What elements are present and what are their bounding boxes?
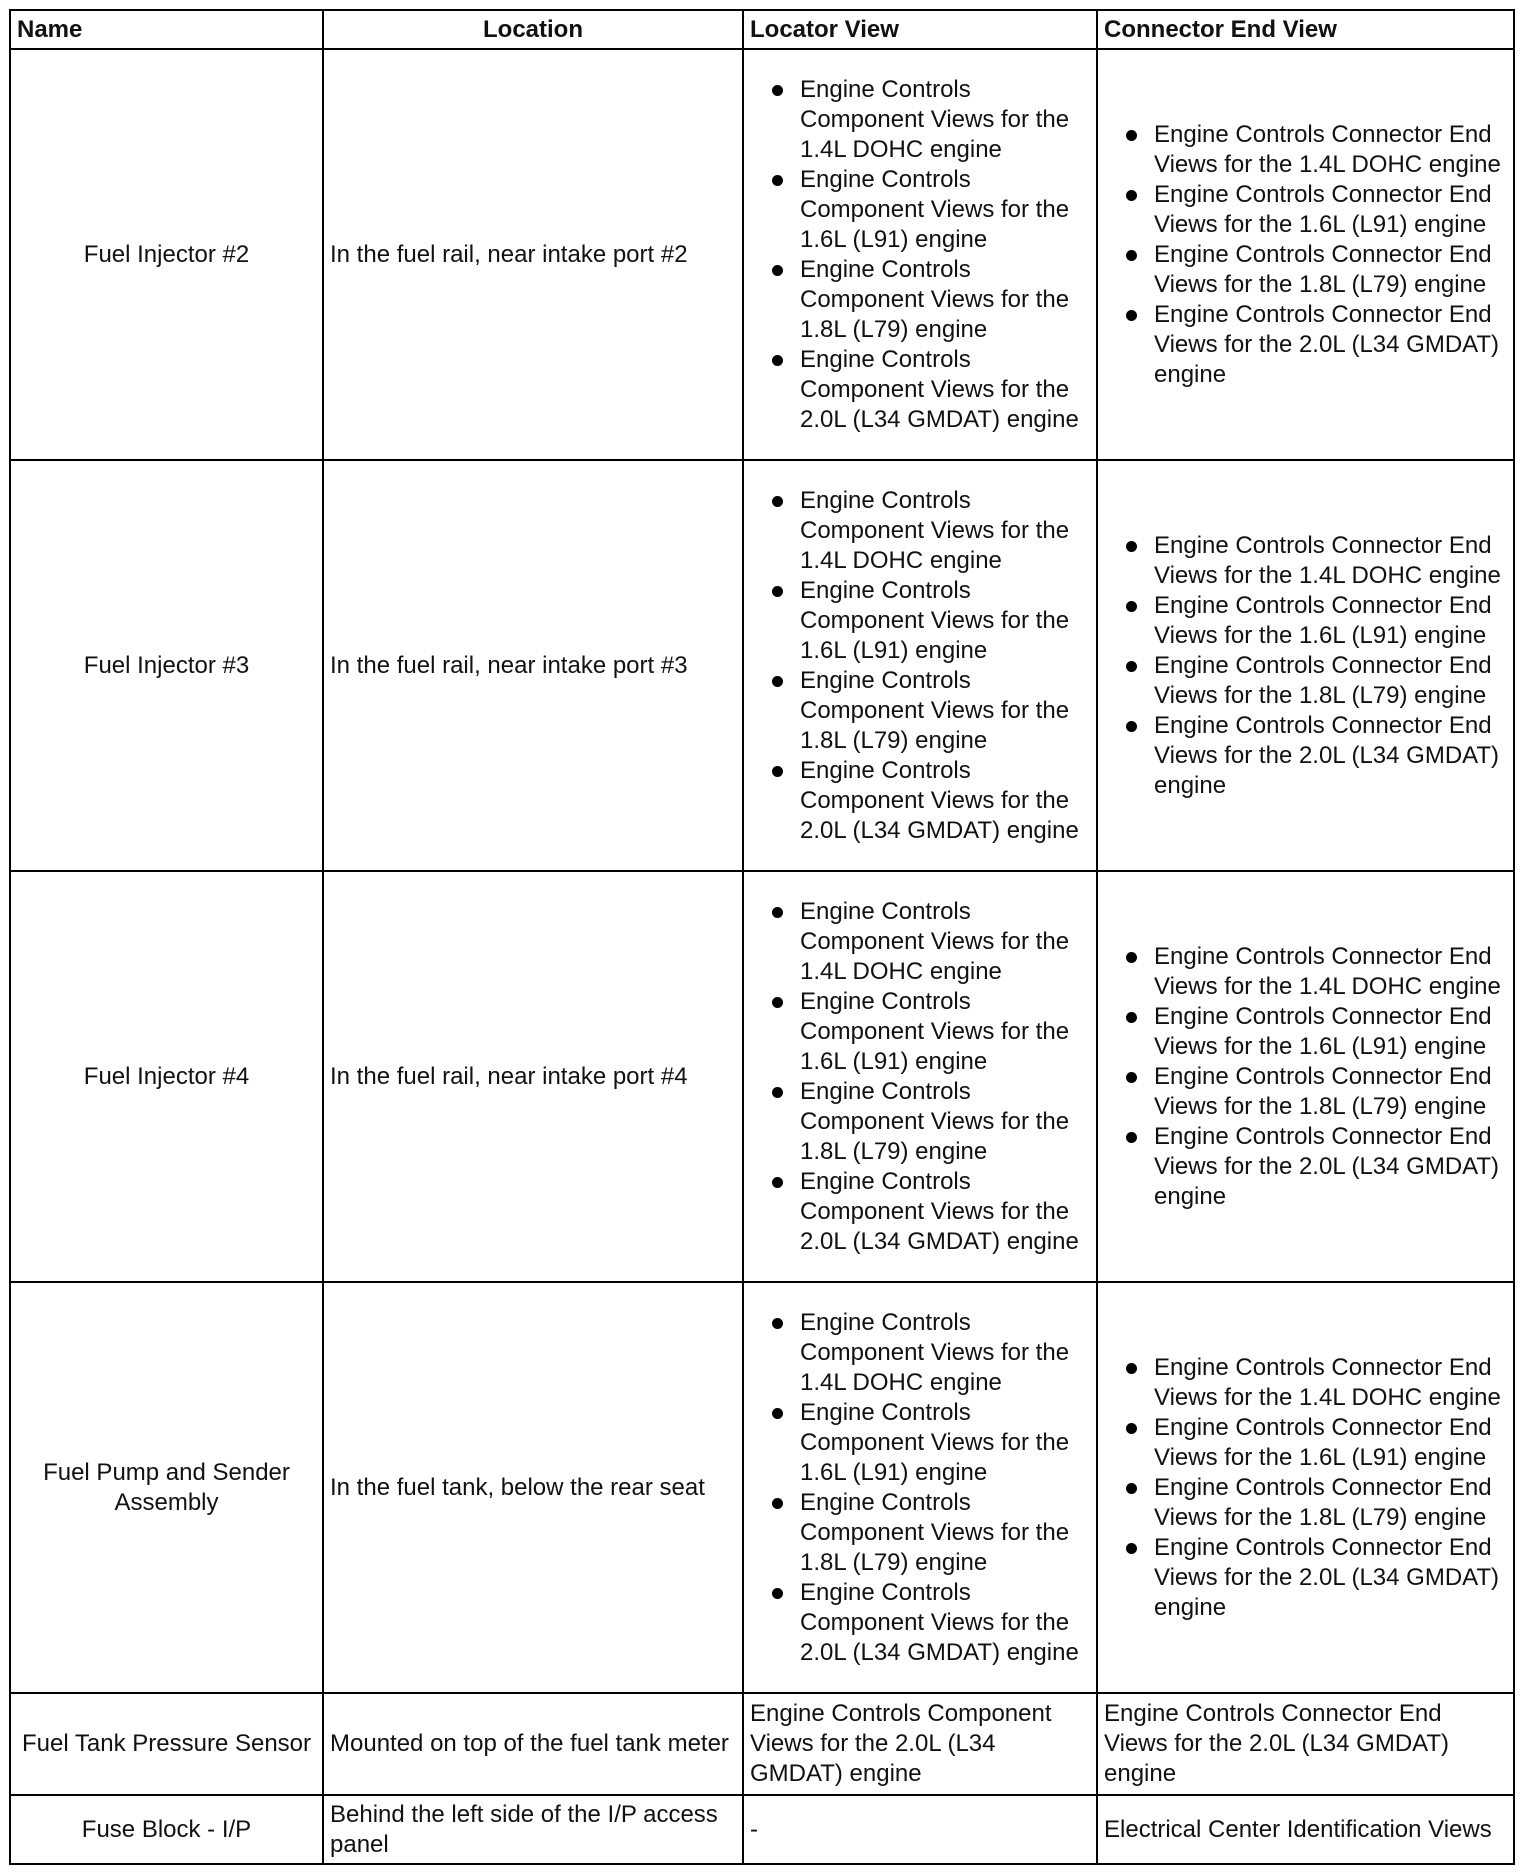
locator-view-link[interactable]: Engine Controls Component Views for the 1.8L (L79) engine: [750, 1077, 1090, 1167]
component-name: Fuse Block - I/P: [10, 1795, 323, 1864]
locator-view-list: [750, 75, 1090, 435]
locator-view-link[interactable]: Engine Controls Component Views for the 1.4L DOHC engine: [750, 1308, 1090, 1398]
table-row: [10, 49, 1514, 460]
connector-view-list: [1104, 120, 1507, 390]
locator-view-list: [750, 486, 1090, 846]
connector-view-list: [1104, 1353, 1507, 1623]
connector-view-list: [1104, 942, 1507, 1212]
connector-view-link[interactable]: Engine Controls Connector End Views for the 2.0L (L34 GMDAT) engine: [1097, 1693, 1514, 1795]
connector-view-link[interactable]: Engine Controls Connector End Views for the 1.6L (L91) engine: [1104, 1413, 1507, 1473]
component-name: Fuel Pump and Sender Assembly: [10, 1282, 323, 1693]
header-locator-view: Locator View: [743, 10, 1097, 49]
locator-view-link[interactable]: Engine Controls Component Views for the 1.8L (L79) engine: [750, 255, 1090, 345]
locator-view-list: [750, 1308, 1090, 1668]
header-row: [10, 10, 1514, 49]
locator-view-link[interactable]: Engine Controls Component Views for the 1.8L (L79) engine: [750, 666, 1090, 756]
locator-view-link[interactable]: Engine Controls Component Views for the 2.0L (L34 GMDAT) engine: [750, 1167, 1090, 1257]
header-name: Name: [10, 10, 323, 49]
component-location: In the fuel rail, near intake port #4: [323, 871, 743, 1282]
connector-view-cell: [1097, 460, 1514, 871]
locator-view-link[interactable]: Engine Controls Component Views for the 1.8L (L79) engine: [750, 1488, 1090, 1578]
connector-view-cell: [1097, 49, 1514, 460]
connector-view-link[interactable]: Engine Controls Connector End Views for the 2.0L (L34 GMDAT) engine: [1104, 300, 1507, 390]
component-location: In the fuel tank, below the rear seat: [323, 1282, 743, 1693]
connector-view-cell: [1097, 1282, 1514, 1693]
locator-view-link[interactable]: Engine Controls Component Views for the 1.6L (L91) engine: [750, 576, 1090, 666]
connector-view-link[interactable]: Engine Controls Connector End Views for the 1.4L DOHC engine: [1104, 942, 1507, 1002]
locator-view-link[interactable]: Engine Controls Component Views for the 1.6L (L91) engine: [750, 165, 1090, 255]
connector-view-link[interactable]: Engine Controls Connector End Views for the 1.8L (L79) engine: [1104, 651, 1507, 711]
locator-view-link[interactable]: Engine Controls Component Views for the 2.0L (L34 GMDAT) engine: [743, 1693, 1097, 1795]
connector-view-link[interactable]: Engine Controls Connector End Views for the 1.4L DOHC engine: [1104, 531, 1507, 591]
connector-view-link[interactable]: Engine Controls Connector End Views for the 1.8L (L79) engine: [1104, 1473, 1507, 1533]
locator-view-link[interactable]: Engine Controls Component Views for the 1.4L DOHC engine: [750, 486, 1090, 576]
locator-view-cell: [743, 460, 1097, 871]
connector-view-link[interactable]: Engine Controls Connector End Views for the 1.4L DOHC engine: [1104, 1353, 1507, 1413]
component-name: Fuel Tank Pressure Sensor: [10, 1693, 323, 1795]
locator-view-cell: [743, 1282, 1097, 1693]
component-name: Fuel Injector #3: [10, 460, 323, 871]
connector-view-link[interactable]: Engine Controls Connector End Views for the 1.6L (L91) engine: [1104, 591, 1507, 651]
connector-view-link[interactable]: Engine Controls Connector End Views for the 1.8L (L79) engine: [1104, 1062, 1507, 1122]
header-connector-end-view: Connector End View: [1097, 10, 1514, 49]
locator-view-link[interactable]: Engine Controls Component Views for the 1.4L DOHC engine: [750, 897, 1090, 987]
component-location: Mounted on top of the fuel tank meter: [323, 1693, 743, 1795]
component-name: Fuel Injector #4: [10, 871, 323, 1282]
component-location: In the fuel rail, near intake port #3: [323, 460, 743, 871]
connector-view-link[interactable]: Engine Controls Connector End Views for the 2.0L (L34 GMDAT) engine: [1104, 711, 1507, 801]
connector-view-link[interactable]: Engine Controls Connector End Views for the 1.4L DOHC engine: [1104, 120, 1507, 180]
component-locator-table: [9, 9, 1515, 1865]
locator-view-link: -: [743, 1795, 1097, 1864]
table-row: [10, 1282, 1514, 1693]
locator-view-link[interactable]: Engine Controls Component Views for the 2.0L (L34 GMDAT) engine: [750, 1578, 1090, 1668]
locator-view-link[interactable]: Engine Controls Component Views for the 1.6L (L91) engine: [750, 1398, 1090, 1488]
connector-view-link[interactable]: Engine Controls Connector End Views for the 1.6L (L91) engine: [1104, 180, 1507, 240]
locator-view-cell: [743, 871, 1097, 1282]
locator-view-list: [750, 897, 1090, 1257]
table-row: [10, 871, 1514, 1282]
component-location: In the fuel rail, near intake port #2: [323, 49, 743, 460]
connector-view-link[interactable]: Engine Controls Connector End Views for the 1.8L (L79) engine: [1104, 240, 1507, 300]
connector-view-cell: [1097, 871, 1514, 1282]
table-row: [10, 460, 1514, 871]
connector-view-link[interactable]: Engine Controls Connector End Views for the 2.0L (L34 GMDAT) engine: [1104, 1533, 1507, 1623]
component-location: Behind the left side of the I/P access panel: [323, 1795, 743, 1864]
table-row: [10, 1795, 1514, 1864]
connector-view-link[interactable]: Engine Controls Connector End Views for the 2.0L (L34 GMDAT) engine: [1104, 1122, 1507, 1212]
connector-view-link[interactable]: Electrical Center Identification Views: [1097, 1795, 1514, 1864]
connector-view-list: [1104, 531, 1507, 801]
locator-view-link[interactable]: Engine Controls Component Views for the 2.0L (L34 GMDAT) engine: [750, 345, 1090, 435]
locator-view-cell: [743, 49, 1097, 460]
locator-view-link[interactable]: Engine Controls Component Views for the 2.0L (L34 GMDAT) engine: [750, 756, 1090, 846]
locator-view-link[interactable]: Engine Controls Component Views for the 1.6L (L91) engine: [750, 987, 1090, 1077]
table-row: [10, 1693, 1514, 1795]
component-name: Fuel Injector #2: [10, 49, 323, 460]
locator-view-link[interactable]: Engine Controls Component Views for the 1.4L DOHC engine: [750, 75, 1090, 165]
connector-view-link[interactable]: Engine Controls Connector End Views for the 1.6L (L91) engine: [1104, 1002, 1507, 1062]
header-location: Location: [323, 10, 743, 49]
